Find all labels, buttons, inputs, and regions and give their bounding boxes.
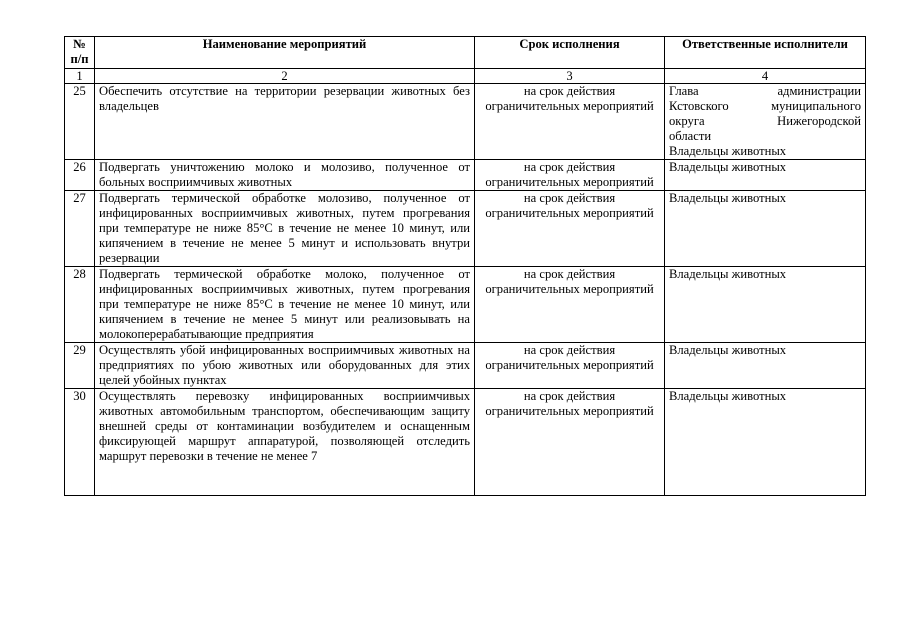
row-number: 27 [65,191,95,267]
measure-name: Подвергать термической обработке молозиво, полученное от инфицированных восприимчивых животных, путем прогревания при температуре не ниже 85°С в течение не менее 10 минут, или кипячением в течение не менее 5 минут и использовать внутри резервации [95,191,475,267]
measure-responsible [665,389,866,496]
column-number: 3 [475,69,665,84]
measure-responsible [665,267,866,343]
measure-name: Подвергать термической обработке молоко, полученное от инфицированных восприимчивых животных, путем прогревания при температуре не ниже 85°С в течение не менее 10 минут, или кипячением в течение не менее 5 минут или реализовывать на молокоперерабатывающие предприятия [95,267,475,343]
measure-name: Обеспечить отсутствие на территории резервации животных без владельцев [95,84,475,160]
header-name: Наименование мероприятий [95,37,475,69]
column-number: 1 [65,69,95,84]
column-number: 4 [665,69,866,84]
measure-responsible [665,191,866,267]
responsible-line: области [669,129,712,143]
measure-responsible [665,160,866,191]
responsible-line: Кстовского муниципального [669,99,861,113]
measure-term: на срок действия ограничительных мероприятий [475,389,665,496]
header-responsible: Ответственные исполнители [665,37,866,69]
measure-name: Подвергать уничтожению молоко и молозиво, полученное от больных восприимчивых животных [95,160,475,191]
measure-responsible [665,343,866,389]
table-row [65,389,866,496]
row-number: 28 [65,267,95,343]
column-number-row [65,69,866,84]
responsible-line: Глава администрации [669,84,861,98]
responsible-line: Владельцы животных [669,267,787,281]
measure-term: на срок действия ограничительных мероприятий [475,160,665,191]
row-number: 29 [65,343,95,389]
responsible-line: Владельцы животных [669,191,787,205]
header-row [65,37,866,69]
table-row [65,84,866,160]
responsible-line: Владельцы животных [669,343,787,357]
measure-term: на срок действия ограничительных мероприятий [475,267,665,343]
measure-term: на срок действия ограничительных мероприятий [475,343,665,389]
responsible-line: Владельцы животных [669,389,787,403]
row-number: 26 [65,160,95,191]
measure-name [95,389,475,496]
responsible-line: Владельцы животных [669,160,787,174]
table-row [65,267,866,343]
measure-term: на срок действия ограничительных мероприятий [475,191,665,267]
table-row [65,343,866,389]
header-term: Срок исполнения [475,37,665,69]
measure-term: на срок действия ограничительных мероприятий [475,84,665,160]
measures-table [64,36,866,496]
column-number: 2 [95,69,475,84]
measure-responsible [665,84,866,160]
measure-name-text: Осуществлять перевозку инфицированных восприимчивых животных автомобильным транспортом, обеспечивающим защиту внешней среды от контаминации возбудителем и оснащенным фиксирующей маршрут аппаратурой, позволяющей отследить маршрут перевозки в течение не менее 7 [99,389,470,463]
table-row [65,191,866,267]
responsible-line: округа Нижегородской [669,114,861,128]
row-number: 25 [65,84,95,160]
measure-name: Осуществлять убой инфицированных восприимчивых животных на предприятиях по убою животных или оборудованных для этих целей убойных пунктах [95,343,475,389]
header-num: № п/п [65,37,95,69]
responsible-line: Владельцы животных [669,144,787,158]
row-number: 30 [65,389,95,496]
table-row [65,160,866,191]
